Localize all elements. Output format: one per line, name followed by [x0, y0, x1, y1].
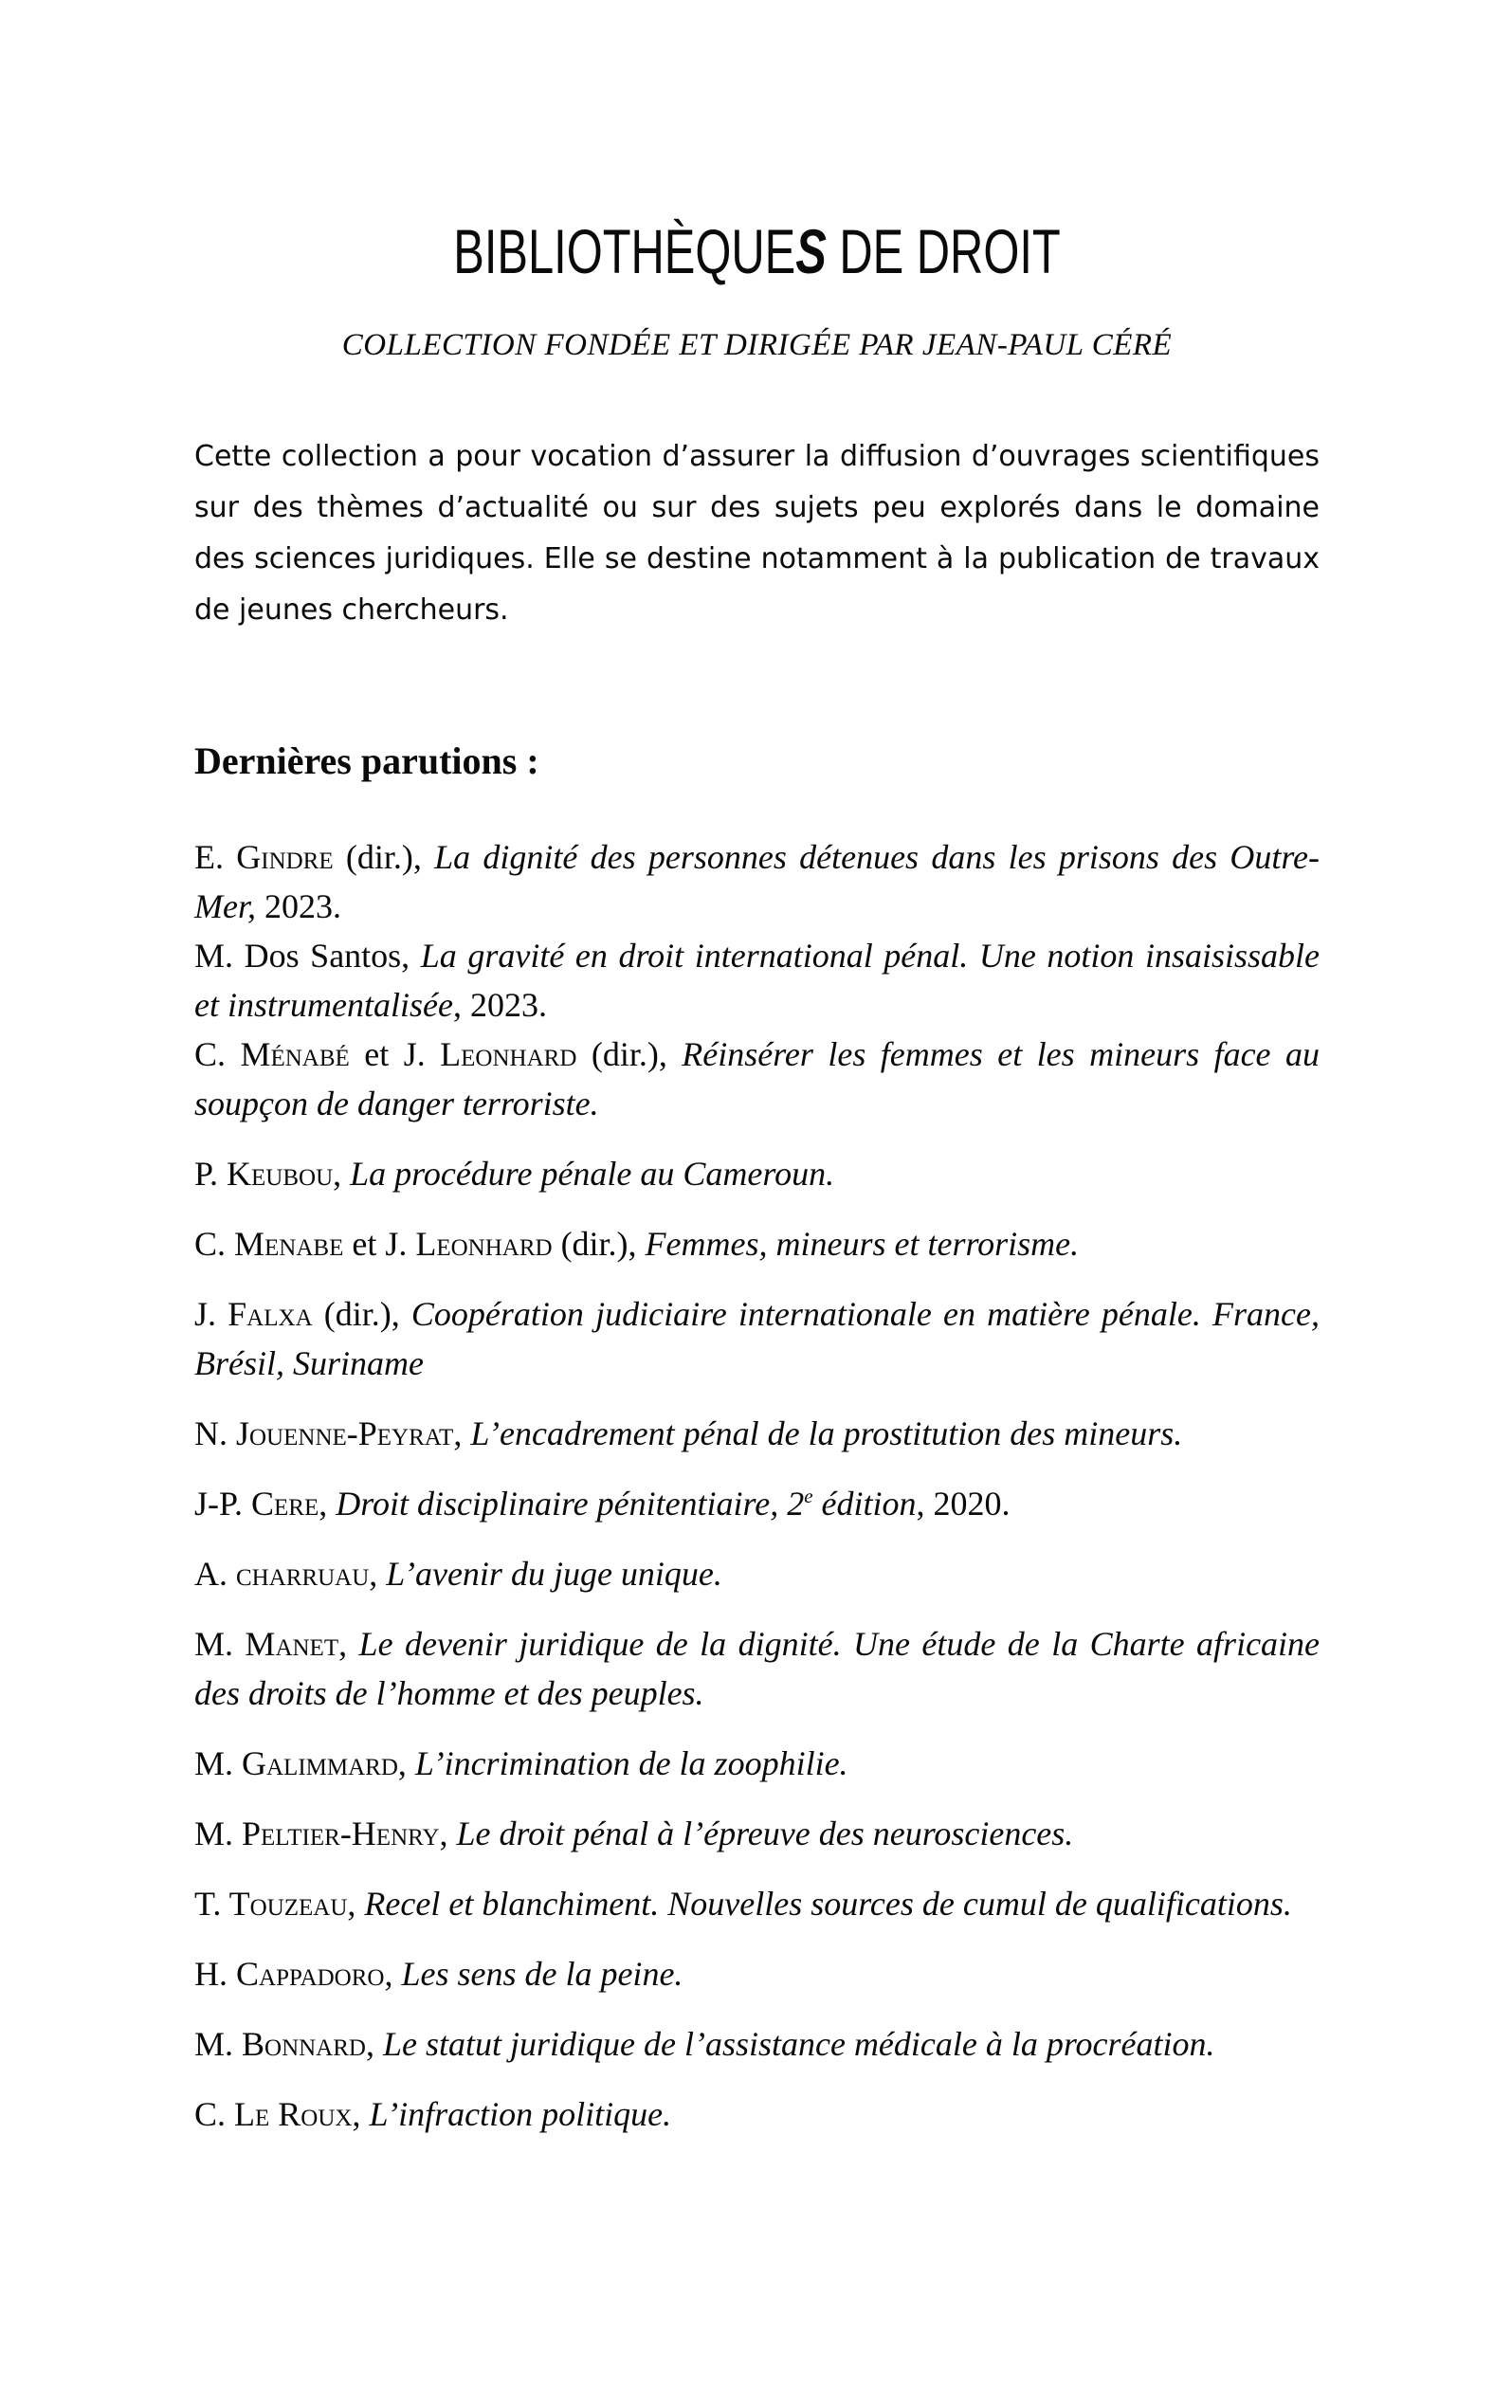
work-title: Réinsérer les femmes et les mineurs face au soupçon de danger terroriste. [194, 1035, 1320, 1122]
work-title: Le statut juridique de l’assistance médicale à la procréation. [382, 2025, 1215, 2063]
plain-text: (dir.), [591, 1035, 683, 1073]
author-name: M. Manet [194, 1625, 339, 1663]
publication-item [194, 1409, 1320, 1458]
plain-text: (dir.), [323, 1295, 411, 1333]
author-name: J. Leonhard [385, 1225, 561, 1263]
author-name: J. Leonhard [403, 1035, 592, 1073]
plain-text: , [338, 1625, 359, 1663]
work-title: Le devenir juridique de la dignité. Une étude de la Charte africaine des droits de l’homme et des peuples. [194, 1625, 1321, 1712]
plain-text: M. Dos Santos, [194, 937, 421, 975]
publication-item [194, 1619, 1320, 1718]
author-name: N. Jouenne-Peyrat [194, 1414, 454, 1452]
plain-text: , [439, 1815, 457, 1852]
author-name: J-P. Cere [194, 1485, 319, 1523]
work-title: Femmes, mineurs et terrorisme. [645, 1225, 1080, 1263]
publication-item [194, 832, 1320, 931]
author-name: H. Cappadoro [194, 1955, 385, 1993]
work-title: L’avenir du juge unique. [386, 1555, 722, 1593]
plain-text: , [384, 1955, 402, 1993]
publication-item [194, 1809, 1320, 1858]
author-name: C. Le Roux [194, 2095, 353, 2133]
work-title: Droit disciplinaire pénitentiaire, 2 [336, 1485, 805, 1523]
work-title: La gravité en droit international pénal. Une notion insaisissable et instrumentalisée [194, 937, 1321, 1024]
publication-item [194, 931, 1320, 1030]
plain-text: , [369, 1555, 387, 1593]
publication-item [194, 1030, 1320, 1128]
publication-item [194, 2089, 1320, 2139]
publication-item [194, 1289, 1320, 1388]
plain-text: , 2023. [452, 986, 547, 1024]
collection-description: Cette collection a pour vocation d’assurer la diffusion d’ouvrages scientifiques sur des thèmes d’actualité ou sur des sujets peu explorés dans le domaine des sciences juridiques. Elle se destine notamment à la publication de travaux de jeunes chercheurs. [194, 440, 1320, 627]
work-title: L’infraction politique. [369, 2095, 672, 2133]
plain-text: , 2020. [916, 1485, 1011, 1523]
author-name: M. Galimmard [194, 1744, 398, 1782]
title-block [194, 218, 1320, 363]
publication-item [194, 1879, 1320, 1928]
work-title: Recel et blanchiment. Nouvelles sources de cumul de qualifications. [364, 1885, 1292, 1923]
work-title: Coopération judiciaire internationale en matière pénale. France, Brésil, Suriname [194, 1295, 1320, 1382]
plain-text: (dir.), [345, 838, 435, 876]
work-title: L’incrimination de la zoophilie. [414, 1744, 848, 1782]
series-title [340, 218, 1173, 284]
work-title: La procédure pénale au Cameroun. [350, 1155, 835, 1193]
author-name: P. Keubou [194, 1155, 334, 1193]
work-title: L’encadrement pénal de la prostitution des mineurs. [470, 1414, 1183, 1452]
plain-text: et [352, 1225, 386, 1263]
plain-text: , [347, 1885, 365, 1923]
publications-list [194, 832, 1320, 2139]
author-name: C. Menabe [194, 1225, 353, 1263]
author-name: M. Bonnard [194, 2025, 366, 2063]
publication-item [194, 1149, 1320, 1198]
publication-item [194, 1949, 1320, 1998]
publication-item [194, 1739, 1320, 1788]
author-name: T. Touzeau [194, 1885, 348, 1923]
publication-item [194, 1479, 1320, 1528]
work-title: La dignité des personnes détenues dans les prisons des Outre-Mer, [194, 838, 1320, 925]
plain-text: et [364, 1035, 404, 1073]
series-title-post: DE DROIT [826, 216, 1061, 286]
plain-text: , [365, 2025, 383, 2063]
work-title: édition [812, 1485, 917, 1523]
author-name: M. Peltier-Henry [194, 1815, 440, 1852]
superscript-ordinal: e [804, 1485, 813, 1507]
author-name: E. Gindre [194, 838, 346, 876]
author-name: C. Ménabé [194, 1035, 365, 1073]
series-title-pre: BIBLIOTHÈQUE [453, 216, 796, 286]
plain-text: (dir.), [560, 1225, 646, 1263]
plain-text: , [333, 1155, 351, 1193]
author-name: J. Falxa [194, 1295, 324, 1333]
publication-item [194, 2019, 1320, 2069]
work-title: Les sens de la peine. [401, 1955, 683, 1993]
author-name: A. charruau [194, 1555, 370, 1593]
plain-text: , [319, 1485, 337, 1523]
series-title-emphasized-s: S [795, 216, 827, 286]
latest-publications-heading: Dernières parutions : [194, 739, 539, 782]
plain-text: , [352, 2095, 370, 2133]
work-title: Le droit pénal à l’épreuve des neurosciences. [456, 1815, 1074, 1852]
plain-text: 2023. [256, 887, 341, 925]
plain-text: , [453, 1414, 471, 1452]
plain-text: , [397, 1744, 415, 1782]
publication-item [194, 1549, 1320, 1598]
collection-subtitle: COLLECTION FONDÉE ET DIRIGÉE PAR JEAN-PAUL CÉRÉ [341, 328, 1173, 362]
publication-item [194, 1219, 1320, 1268]
